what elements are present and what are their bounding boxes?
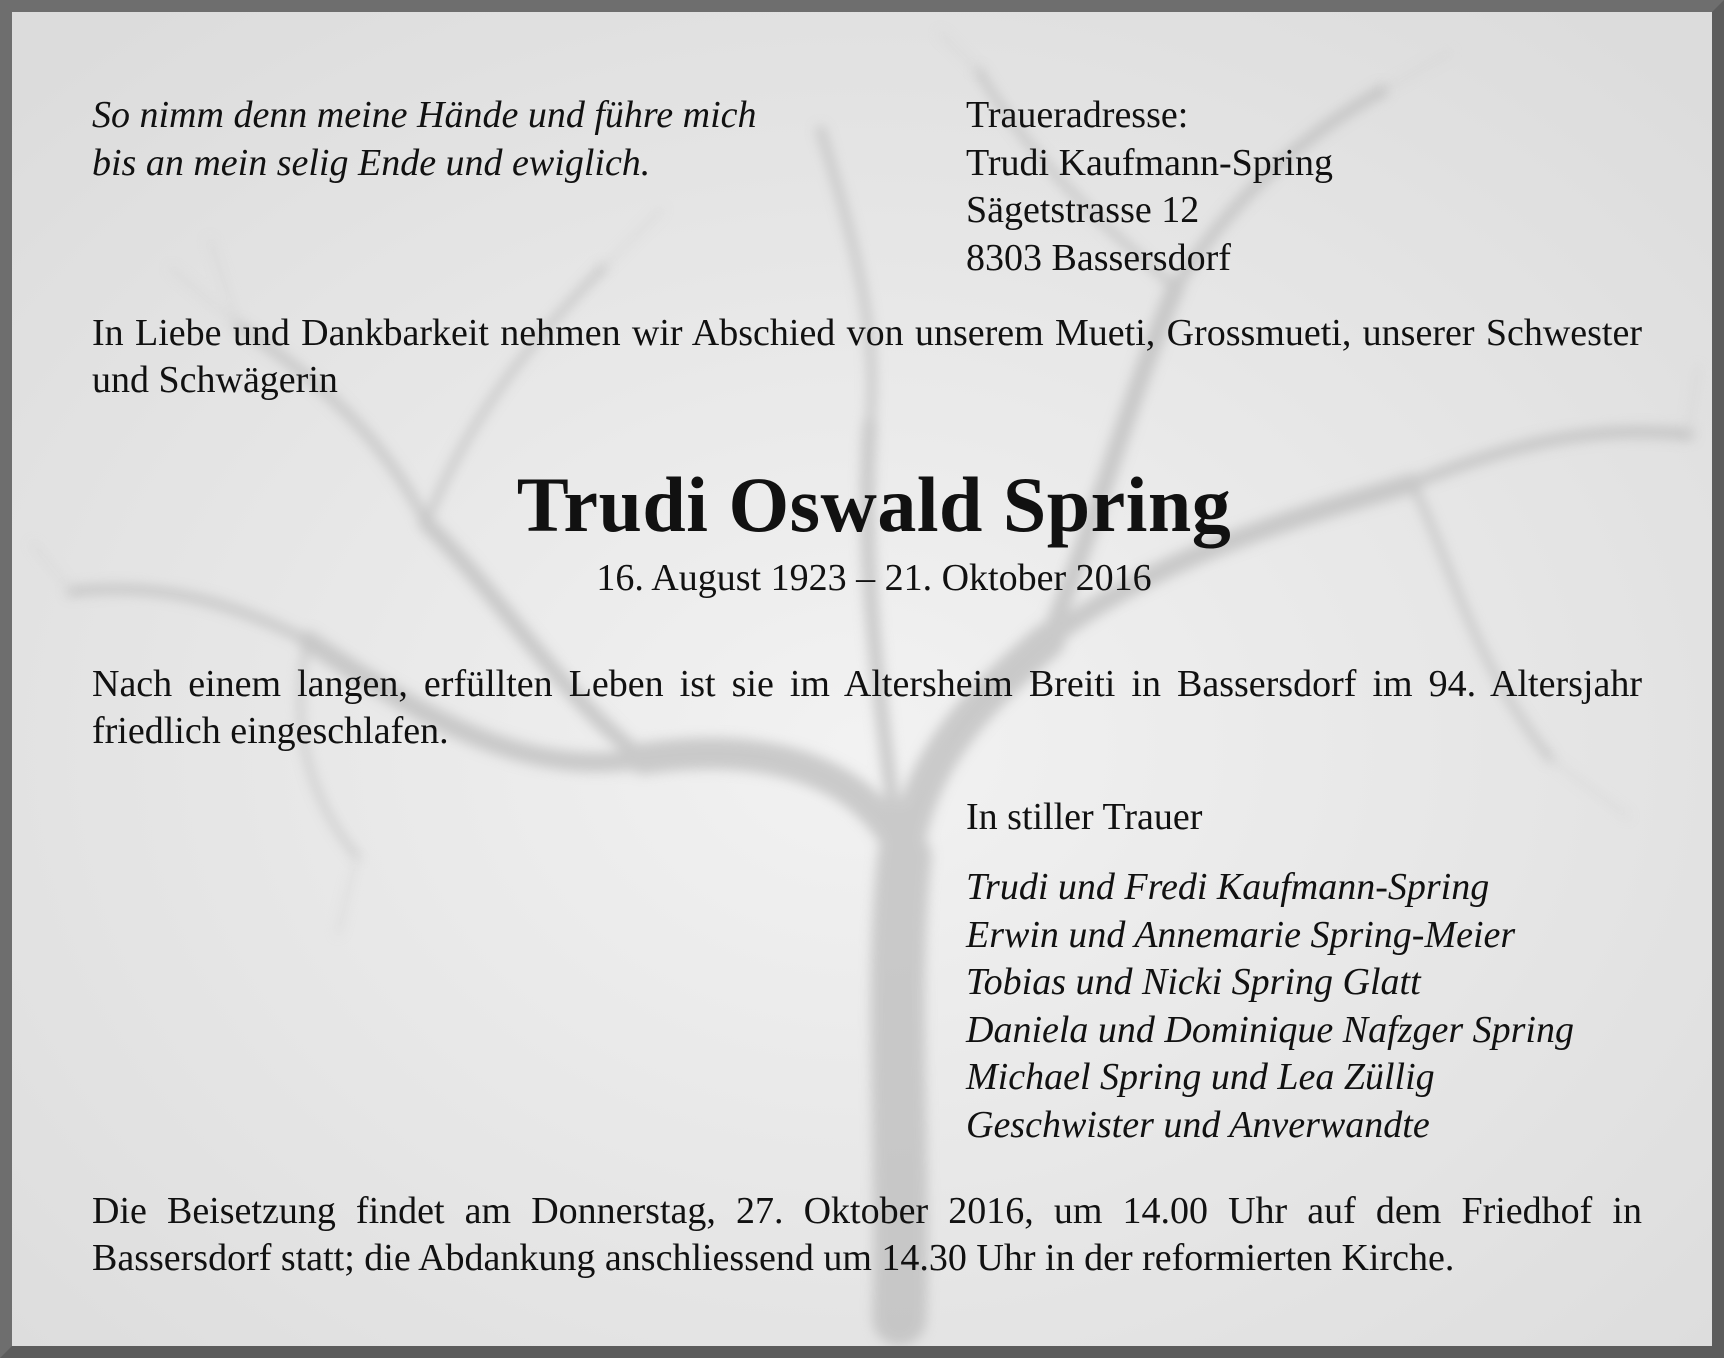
mourning-address bbox=[966, 92, 1333, 282]
mourner-name: Michael Spring und Lea Züllig bbox=[966, 1056, 1435, 1098]
mourner-name: Daniela und Dominique Nafzger Spring bbox=[966, 1008, 1574, 1051]
address-street: Sägetstrasse 12 bbox=[966, 189, 1200, 231]
verse-line: So nimm denn meine Hände und führe mich bbox=[92, 94, 757, 136]
address-name: Trudi Kaufmann-Spring bbox=[966, 141, 1333, 184]
life-dates: 16. August 1923 – 21. Oktober 2016 bbox=[596, 557, 1152, 599]
funeral-paragraph: Die Beisetzung findet am Donnerstag, 27. Oktober 2016, um 14.00 Uhr auf dem Friedhof in Bassersdorf statt; die Abdankung anschliessend um 14.30 Uhr in der reformierten Kirche. bbox=[92, 1190, 1642, 1279]
mourners-heading: In stiller Trauer bbox=[966, 796, 1203, 838]
deceased-name: Trudi Oswald Spring bbox=[516, 461, 1232, 548]
passing-paragraph: Nach einem langen, erfüllten Leben ist sie im Altersheim Breiti in Bassersdorf im 94. Altersjahr friedlich eingeschlafen. bbox=[92, 663, 1642, 752]
mourner-name: Trudi und Fredi Kaufmann-Spring bbox=[966, 866, 1490, 908]
intro-paragraph: In Liebe und Dankbarkeit nehmen wir Abschied von unserem Mueti, Grossmueti, unserer Schwester und Schwägerin bbox=[92, 312, 1642, 401]
mourner-name: Erwin und Annemarie Spring-Meier bbox=[966, 913, 1516, 956]
address-city: 8303 Bassersdorf bbox=[966, 236, 1231, 279]
mourner-name: Geschwister und Anverwandte bbox=[966, 1103, 1430, 1146]
verse bbox=[92, 92, 757, 187]
address-label: Traueradresse: bbox=[966, 94, 1189, 136]
verse-line: bis an mein selig Ende und ewiglich. bbox=[92, 141, 651, 184]
obituary-content bbox=[12, 12, 1712, 1346]
mourner-name: Tobias und Nicki Spring Glatt bbox=[966, 961, 1421, 1003]
mourners-list bbox=[966, 864, 1574, 1149]
